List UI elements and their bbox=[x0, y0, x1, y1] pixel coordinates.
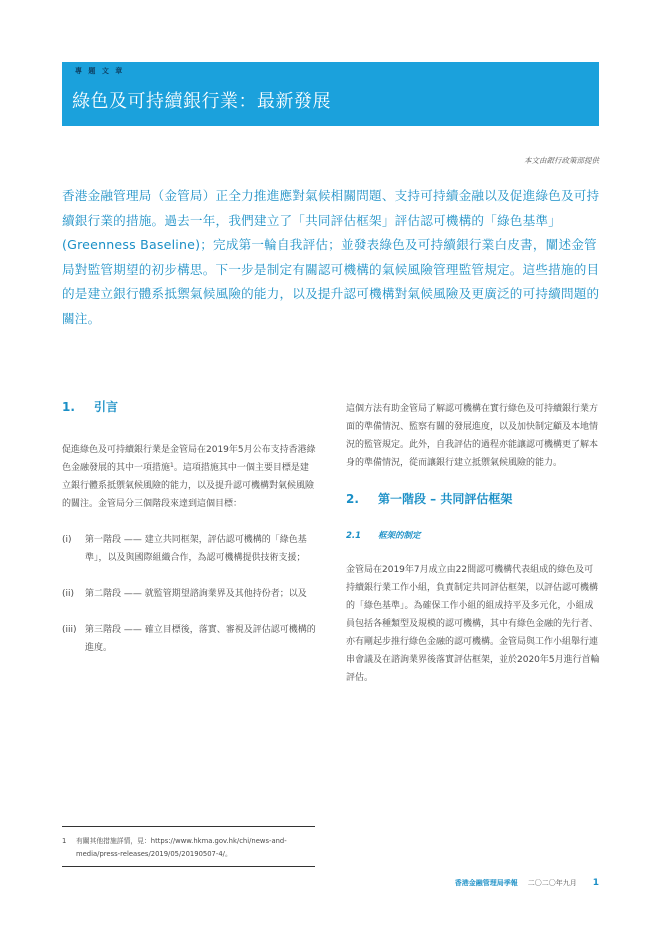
section-2-heading bbox=[346, 490, 601, 507]
section-2-title: 第一階段 – 共同評估框架 bbox=[378, 492, 513, 506]
continued-paragraph: 這個方法有助金管局了解認可機構在實行綠色及可持續銀行業方面的準備情況、監察有關的發展進度，以及加快制定顧及本地情況的監管規定。此外，自我評估的過程亦能讓認可機構更了解本身的準備情況，從而讓銀行建立抵禦氣候風險的能力。 bbox=[346, 404, 599, 468]
list-item bbox=[62, 531, 317, 567]
section-1-heading bbox=[62, 398, 317, 415]
footer-publication: 香港金融管理局季報 bbox=[454, 879, 518, 887]
section-2-number: 2. bbox=[346, 492, 359, 506]
page-number: 1 bbox=[592, 878, 599, 888]
section-1-paragraph-part1: 促進綠色及可持續銀行業是金管局在2019年5月公布支持香港綠色金融發展的其中一項措施 bbox=[62, 445, 316, 473]
footnote-rule-top bbox=[62, 826, 315, 827]
list-item bbox=[62, 621, 317, 657]
left-column bbox=[62, 398, 317, 657]
list-item bbox=[62, 585, 317, 603]
subsection-2-1-title: 框架的制定 bbox=[378, 531, 421, 541]
section-1-paragraph-part2: 。這項措施其中一個主要目標是建立銀行體系抵禦氣候風險的能力，以及提升認可機構對氣候風險的關注。金管局分三個階段來達到這個目標： bbox=[62, 463, 315, 509]
list-item-marker: (iii) bbox=[62, 625, 77, 635]
footnote bbox=[62, 835, 317, 861]
section-1-paragraph bbox=[62, 441, 317, 513]
subsection-2-1-heading bbox=[346, 529, 601, 541]
header-band bbox=[62, 62, 599, 126]
section-tag: 專 題 文 章 bbox=[75, 67, 125, 75]
subsection-2-1-number: 2.1 bbox=[346, 531, 362, 541]
footnote-marker: 1 bbox=[62, 837, 67, 845]
intro-paragraph: 香港金融管理局（金管局）正全力推進應對氣候相關問題、支持可持續金融以及促進綠色及可持續銀行業的措施。過去一年，我們建立了「共同評估框架」評估認可機構的「綠色基準」(Greenness Baseline)；完成第一輪自我評估；並發表綠色及可持續銀行業白皮書，闡述金管局對監管期望的初步構思。下一步是制定有關認可機構的氣候風險管理監管規定。這些措施的目的是建立銀行體系抵禦氣候風險的能力，以及提升認可機構對氣候風險及更廣泛的可持續問題的關注。 bbox=[62, 188, 600, 326]
page-footer bbox=[455, 878, 599, 888]
list-item-text: 第三階段 —— 確立目標後，落實、審視及評估認可機構的進度。 bbox=[85, 625, 316, 653]
subsection-2-1-paragraph: 金管局在2019年7月成立由22間認可機構代表組成的綠色及可持續銀行業工作小組，負責制定共同評估框架，以評估認可機構的「綠色基準」。為確保工作小組的組成持平及多元化，小組成員包括各種類型及規模的認可機構，其中有綠色金融的先行者、亦有剛起步推行綠色金融的認可機構。金管局與工作小組舉行連串會議及在諮詢業界後落實評估框架，並於2020年5月進行首輪評估。 bbox=[346, 565, 600, 683]
section-1-number: 1. bbox=[62, 400, 75, 414]
page-title: 綠色及可持續銀行業：最新發展 bbox=[72, 91, 331, 112]
list-item-marker: (i) bbox=[62, 535, 72, 545]
footnote-rule-bottom bbox=[62, 866, 315, 867]
right-column bbox=[346, 400, 601, 687]
phase-list bbox=[62, 531, 317, 657]
list-item-text: 第二階段 —— 就監管期望諮詢業界及其他持份者；以及 bbox=[85, 589, 307, 599]
footnote-reference[interactable]: 1 bbox=[170, 462, 174, 469]
footnote-text[interactable]: 有關其他措施詳情，見：https://www.hkma.gov.hk/chi/news-and-media/press-releases/2019/05/20190507-4/。 bbox=[76, 837, 287, 858]
byline: 本文由銀行政策部提供 bbox=[524, 156, 599, 165]
list-item-text: 第一階段 —— 建立共同框架，評估認可機構的「綠色基準」，以及與國際組織合作，為認可機構提供技術支援； bbox=[85, 535, 307, 563]
list-item-marker: (ii) bbox=[62, 589, 75, 599]
section-1-title: 引言 bbox=[94, 400, 119, 414]
footer-date: 二〇二〇年九月 bbox=[527, 879, 577, 887]
